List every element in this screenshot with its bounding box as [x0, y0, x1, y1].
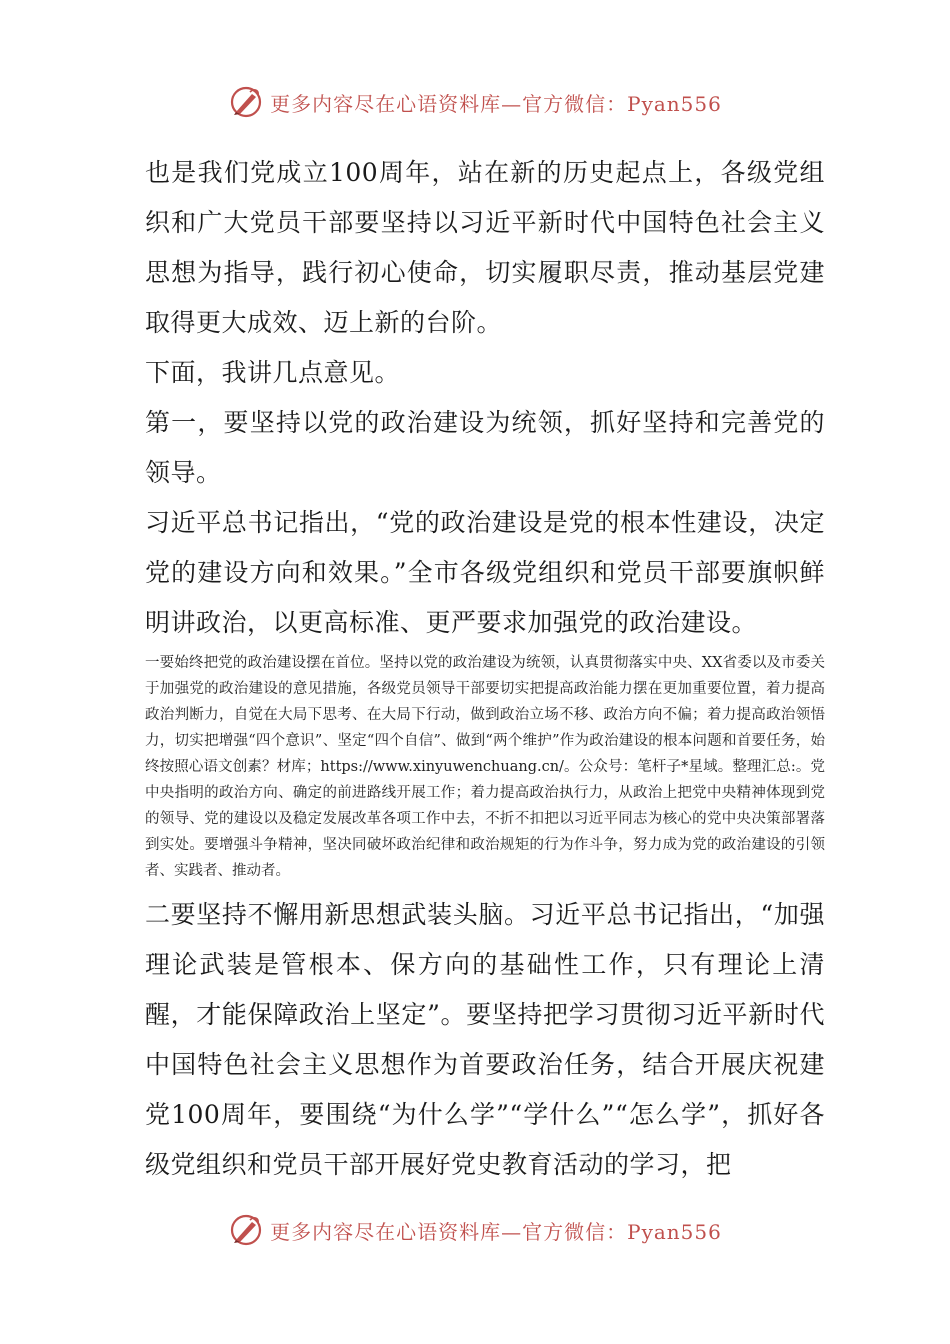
paragraph-political-building: 一要始终把党的政治建设摆在首位。坚持以党的政治建设为统领，认真贯彻落实中央、XX省委以及市委关于加强党的政治建设的意见措施，各级党员领导干部要切实把提高政治能力摆在更加重要位置，着力提高政治判断力，自觉在大局下思考、在大局下行动，做到政治立场不移、政治方向不偏；着力提高政治领悟力，切实把增强“四个意识”、坚定“四个自信”、做到“两个维护”作为政治建设的根本问题和首要任务，始终按照心语文创素？材库；https://www.xinyuwenchuang.cn/。公众号：笔杆子*星域。整理汇总:。党中央指明的政治方向、确定的前进路线开展工作；着力提高政治执行力，从政治上把党中央精神体现到党的领导、党的建设以及稳定发展改革各项工作中去，不折不扣把以习近平同志为核心的党中央决策部署落到实处。要增强斗争精神，坚决同破坏政治纪律和政治规矩的行为作斗争，努力成为党的政治建设的引领者、实践者、推动者。 [145, 655, 825, 879]
footer-banner [0, 1208, 950, 1252]
paragraph-quote: 习近平总书记指出，“党的政治建设是党的根本性建设，决定党的建设方向和效果。”全市各级党组织和党员干部要旗帜鲜明讲政治，以更高标准、更严要求加强党的政治建设。 [145, 508, 825, 637]
banner-text: 更多内容尽在心语资料库—官方微信：Pyan556 [270, 91, 722, 116]
banner-text: 更多内容尽在心语资料库—官方微信：Pyan556 [270, 1219, 722, 1244]
header-banner [0, 80, 950, 124]
pen-logo-icon [228, 84, 264, 120]
pen-logo-icon [228, 1212, 264, 1248]
paragraph-intro: 也是我们党成立100周年，站在新的历史起点上，各级党组织和广大党员干部要坚持以习近平新时代中国特色社会主义思想为指导，践行初心使命，切实履职尽责，推动基层党建取得更大成效、迈上新的台阶。 [145, 158, 825, 337]
document-body [145, 148, 825, 1190]
paragraph-theory-arming: 二要坚持不懈用新思想武装头脑。习近平总书记指出，“加强理论武装是管根本、保方向的基础性工作，只有理论上清醒，才能保障政治上坚定”。要坚持把学习贯彻习近平新时代中国特色社会主义思想作为首要政治任务，结合开展庆祝建党100周年，要围绕“为什么学”“学什么”“怎么学”，抓好各级党组织和党员干部开展好党史教育活动的学习，把 [145, 900, 825, 1179]
paragraph-opinions: 下面，我讲几点意见。 [145, 358, 401, 387]
paragraph-first-point: 第一，要坚持以党的政治建设为统领，抓好坚持和完善党的领导。 [145, 408, 825, 487]
